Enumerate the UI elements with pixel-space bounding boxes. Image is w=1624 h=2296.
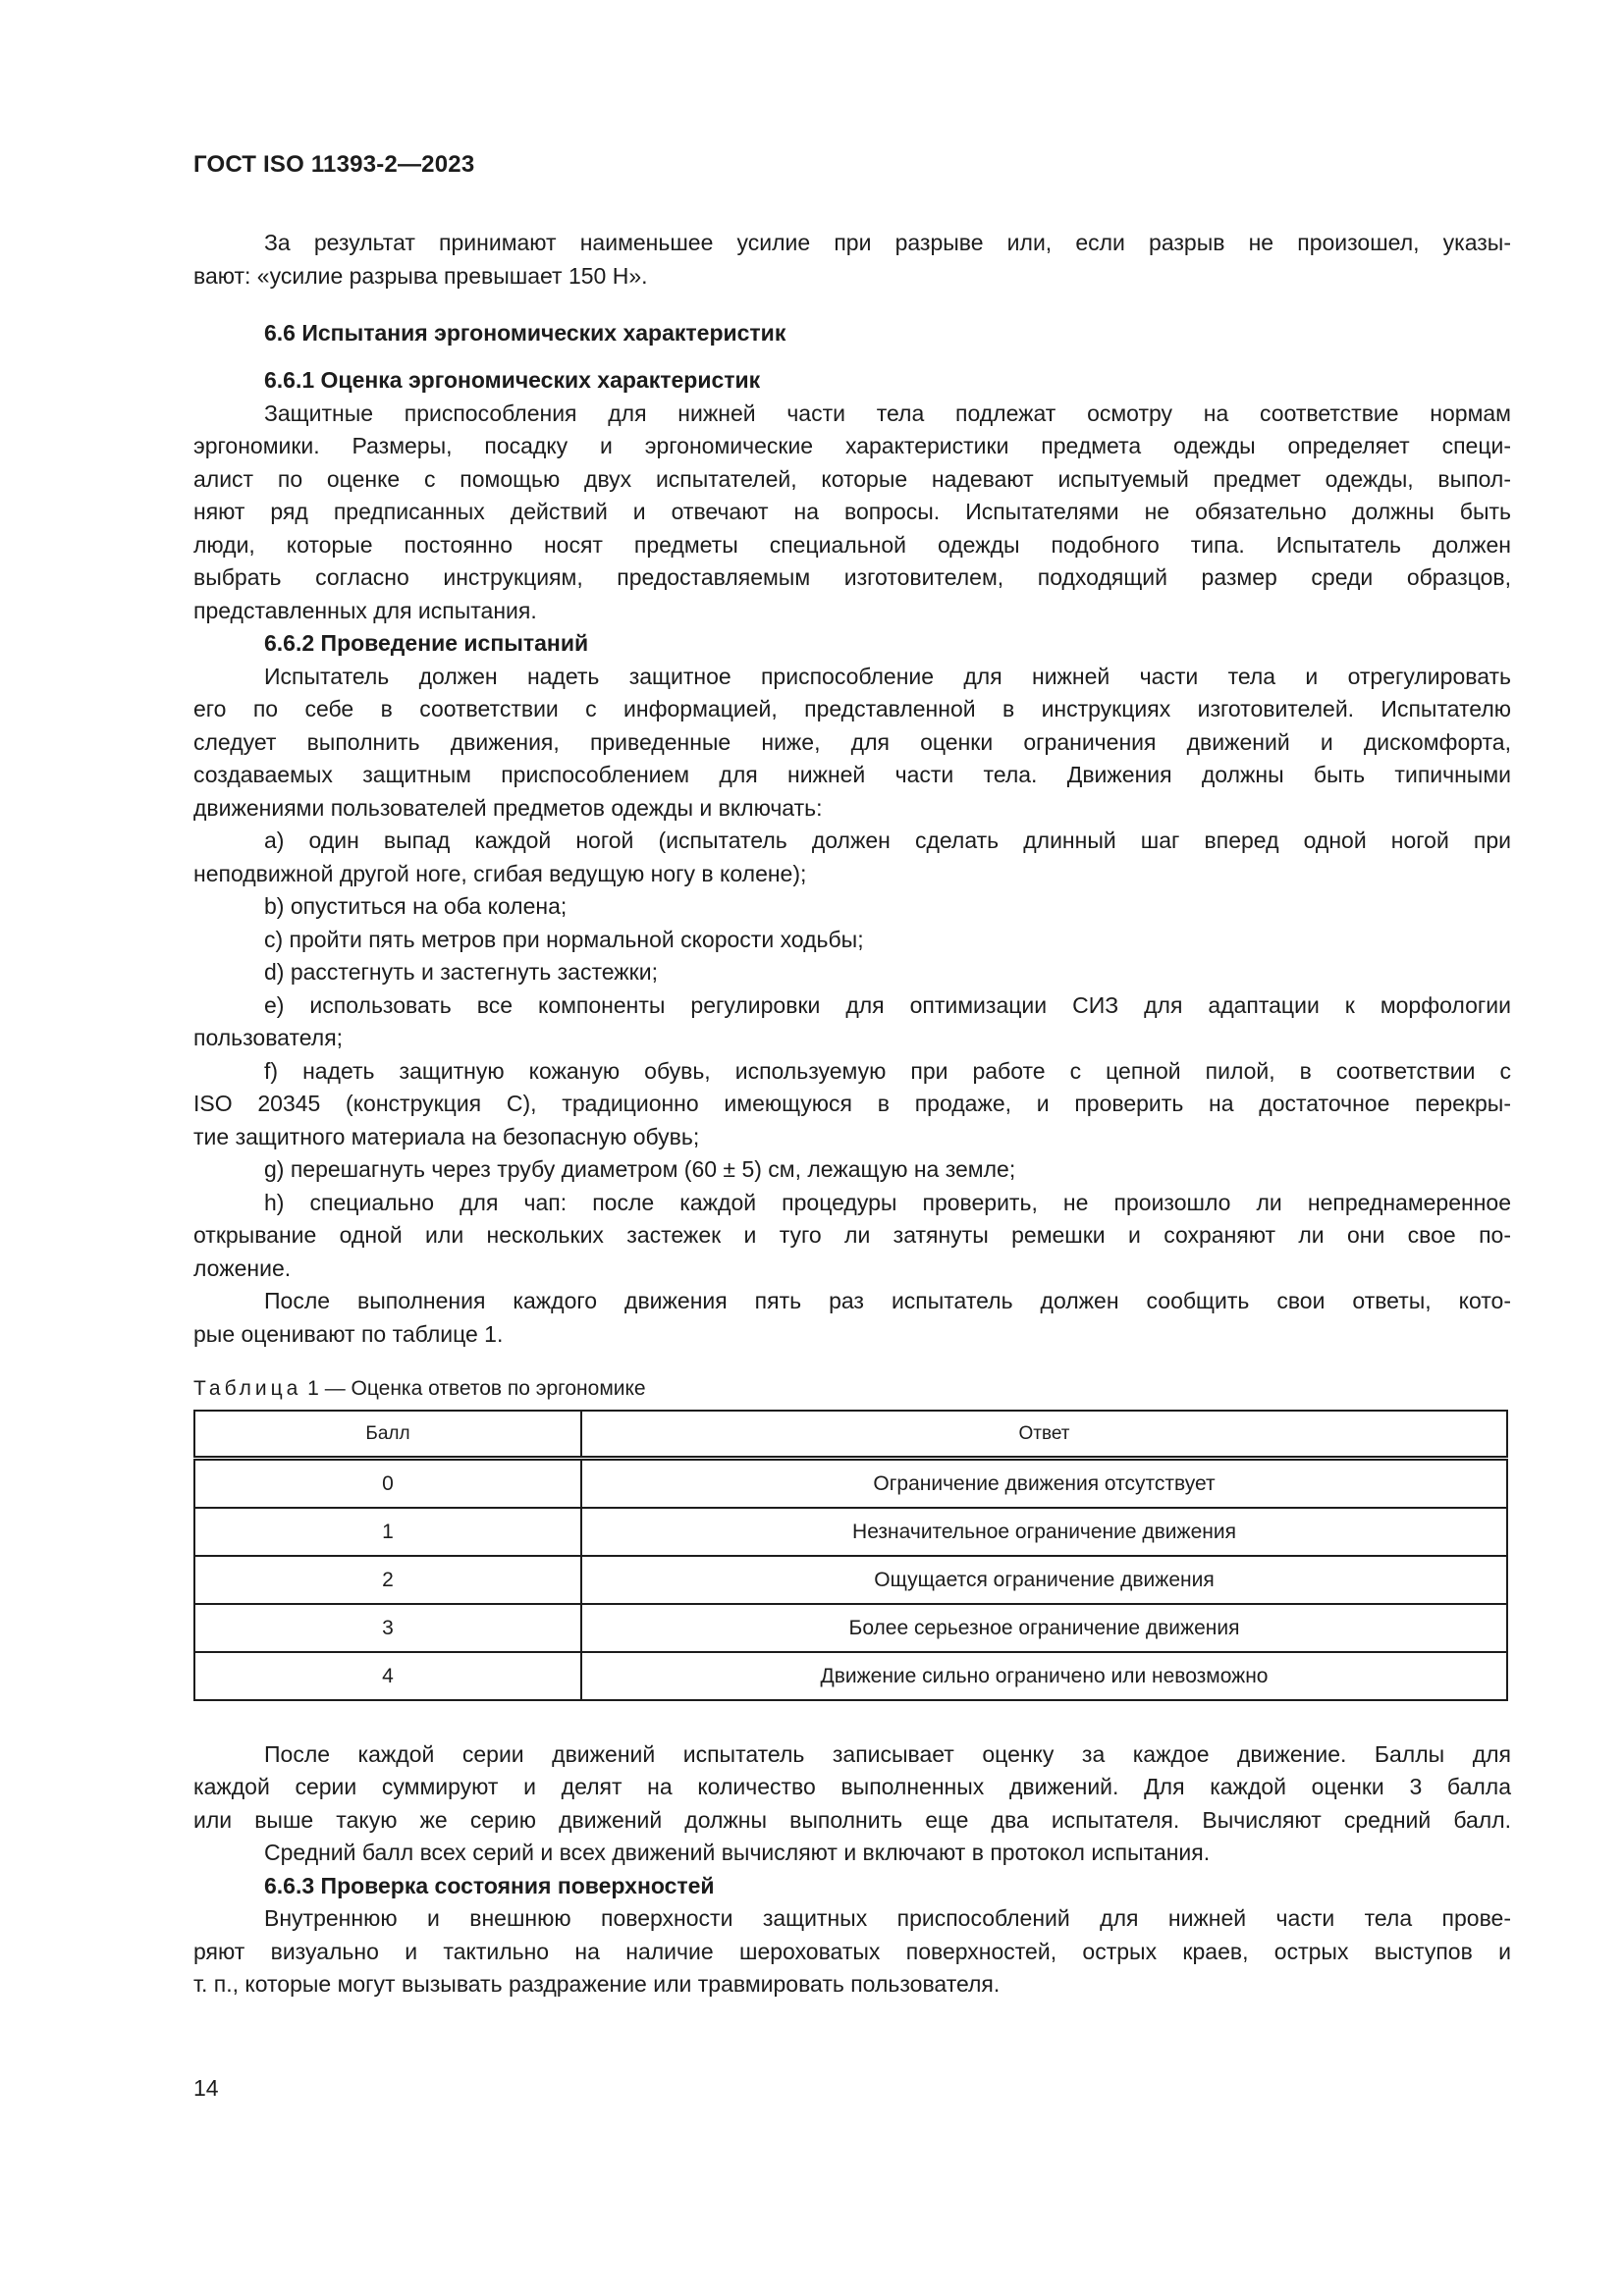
text-line: т. п., которые могут вызывать раздражение или травмировать пользователя. [193, 1971, 1001, 1997]
text-line: Внутреннюю и внешнюю поверхности защитных приспособлений для нижней части тела прове- [264, 1905, 1511, 1931]
text-line: c) пройти пять метров при нормальной скорости ходьбы; [264, 927, 864, 952]
text-line: следует выполнить движения, приведенные ниже, для оценки ограничения движений и дискомфорта, [193, 729, 1511, 755]
text-line: рые оценивают по таблице 1. [193, 1321, 504, 1347]
text-line: пользователя; [193, 1025, 344, 1050]
table-caption-prefix: Таблица [193, 1377, 302, 1400]
text-line: ложение. [193, 1255, 292, 1281]
table-row [194, 1556, 1507, 1604]
answer-cell: Более серьезное ограничение движения [581, 1604, 1507, 1652]
section-heading: 6.6.3 Проверка состояния поверхностей [264, 1873, 715, 1898]
answer-cell: Движение сильно ограничено или невозможно [581, 1652, 1507, 1700]
text-line: ISO 20345 (конструкция С), традиционно имеющуюся в продаже, и проверить на достаточное перекры- [193, 1091, 1511, 1116]
score-cell: 3 [194, 1604, 581, 1652]
table-row [194, 1459, 1507, 1509]
text-line: тие защитного материала на безопасную обувь; [193, 1124, 700, 1149]
answer-cell: Ощущается ограничение движения [581, 1556, 1507, 1604]
column-header-answer: Ответ [581, 1411, 1507, 1459]
text-line: Защитные приспособления для нижней части тела подлежат осмотру на соответствие нормам [264, 400, 1511, 426]
text-line: Средний балл всех серий и всех движений вычисляют и включают в протокол испытания. [264, 1840, 1211, 1865]
text-line: каждой серии суммируют и делят на количество выполненных движений. Для каждой оценки 3 балла [193, 1774, 1511, 1799]
text-line: d) расстегнуть и застегнуть застежки; [264, 959, 658, 985]
text-line: движениями пользователей предметов одежды и включать: [193, 795, 823, 821]
text-line: открывание одной или нескольких застежек и туго ли затянуты ремешки и сохраняют ли они свое по- [193, 1222, 1511, 1248]
text-line: После каждой серии движений испытатель записывает оценку за каждое движение. Баллы для [264, 1741, 1511, 1767]
text-line: ряют визуально и тактильно на наличие шероховатых поверхностей, острых краев, острых выступов и [193, 1939, 1511, 1964]
table-header-row [194, 1411, 1507, 1459]
page-number: 14 [193, 2075, 219, 2101]
text-line: вают: «усилие разрыва превышает 150 Н». [193, 263, 648, 289]
text-line: или выше такую же серию движений должны выполнить еще два испытателя. Вычисляют средний балл. [193, 1807, 1511, 1833]
text-line: представленных для испытания. [193, 598, 537, 623]
text-line: a) один выпад каждой ногой (испытатель должен сделать длинный шаг вперед одной ногой при [264, 828, 1511, 853]
section-heading: 6.6.2 Проведение испытаний [264, 630, 589, 656]
column-header-score: Балл [194, 1411, 581, 1459]
text-line: его по себе в соответствии с информацией, представленной в инструкциях изготовителей. Испытателю [193, 696, 1511, 721]
text-line: g) перешагнуть через трубу диаметром (60 ± 5) см, лежащую на земле; [264, 1156, 1016, 1182]
text-line: алист по оценке с помощью двух испытателей, которые надевают испытуемый предмет одежды, выпол- [193, 466, 1511, 492]
text-line: Испытатель должен надеть защитное приспособление для нижней части тела и отрегулировать [264, 664, 1511, 689]
score-cell: 2 [194, 1556, 581, 1604]
text-line: e) использовать все компоненты регулировки для оптимизации СИЗ для адаптации к морфологии [264, 992, 1511, 1018]
text-line: b) опуститься на оба колена; [264, 893, 568, 919]
table-row [194, 1604, 1507, 1652]
text-line: неподвижной другой ноге, сгибая ведущую ногу в колене); [193, 861, 807, 886]
score-cell: 0 [194, 1459, 581, 1509]
section-heading: 6.6 Испытания эргономических характеристик [264, 320, 786, 346]
score-cell: 1 [194, 1508, 581, 1556]
score-cell: 4 [194, 1652, 581, 1700]
text-line: создаваемых защитным приспособлением для нижней части тела. Движения должны быть типичными [193, 762, 1511, 787]
table-caption [193, 1376, 646, 1402]
table-row [194, 1652, 1507, 1700]
section-heading: 6.6.1 Оценка эргономических характеристик [264, 367, 761, 393]
table-caption-title: 1 — Оценка ответов по эргономике [301, 1377, 646, 1400]
table-row [194, 1508, 1507, 1556]
text-line: h) специально для чап: после каждой процедуры проверить, не произошло ли непреднамеренное [264, 1190, 1511, 1215]
answer-cell: Ограничение движения отсутствует [581, 1459, 1507, 1509]
text-line: За результат принимают наименьшее усилие при разрыве или, если разрыв не произошел, указы- [264, 230, 1511, 255]
answer-cell: Незначительное ограничение движения [581, 1508, 1507, 1556]
text-line: f) надеть защитную кожаную обувь, используемую при работе с цепной пилой, в соответствии с [264, 1058, 1511, 1084]
text-line: люди, которые постоянно носят предметы специальной одежды подобного типа. Испытатель должен [193, 532, 1511, 558]
ergonomics-score-table [193, 1410, 1508, 1701]
text-line: няют ряд предписанных действий и отвечают на вопросы. Испытателями не обязательно должны быть [193, 499, 1511, 524]
document-code-header: ГОСТ ISO 11393-2—2023 [193, 151, 475, 178]
text-line: эргономики. Размеры, посадку и эргономические характеристики предмета одежды определяет специ- [193, 433, 1511, 458]
text-line: После выполнения каждого движения пять раз испытатель должен сообщить свои ответы, кото- [264, 1288, 1511, 1313]
text-line: выбрать согласно инструкциям, предоставляемым изготовителем, подходящий размер среди образцов, [193, 564, 1511, 590]
